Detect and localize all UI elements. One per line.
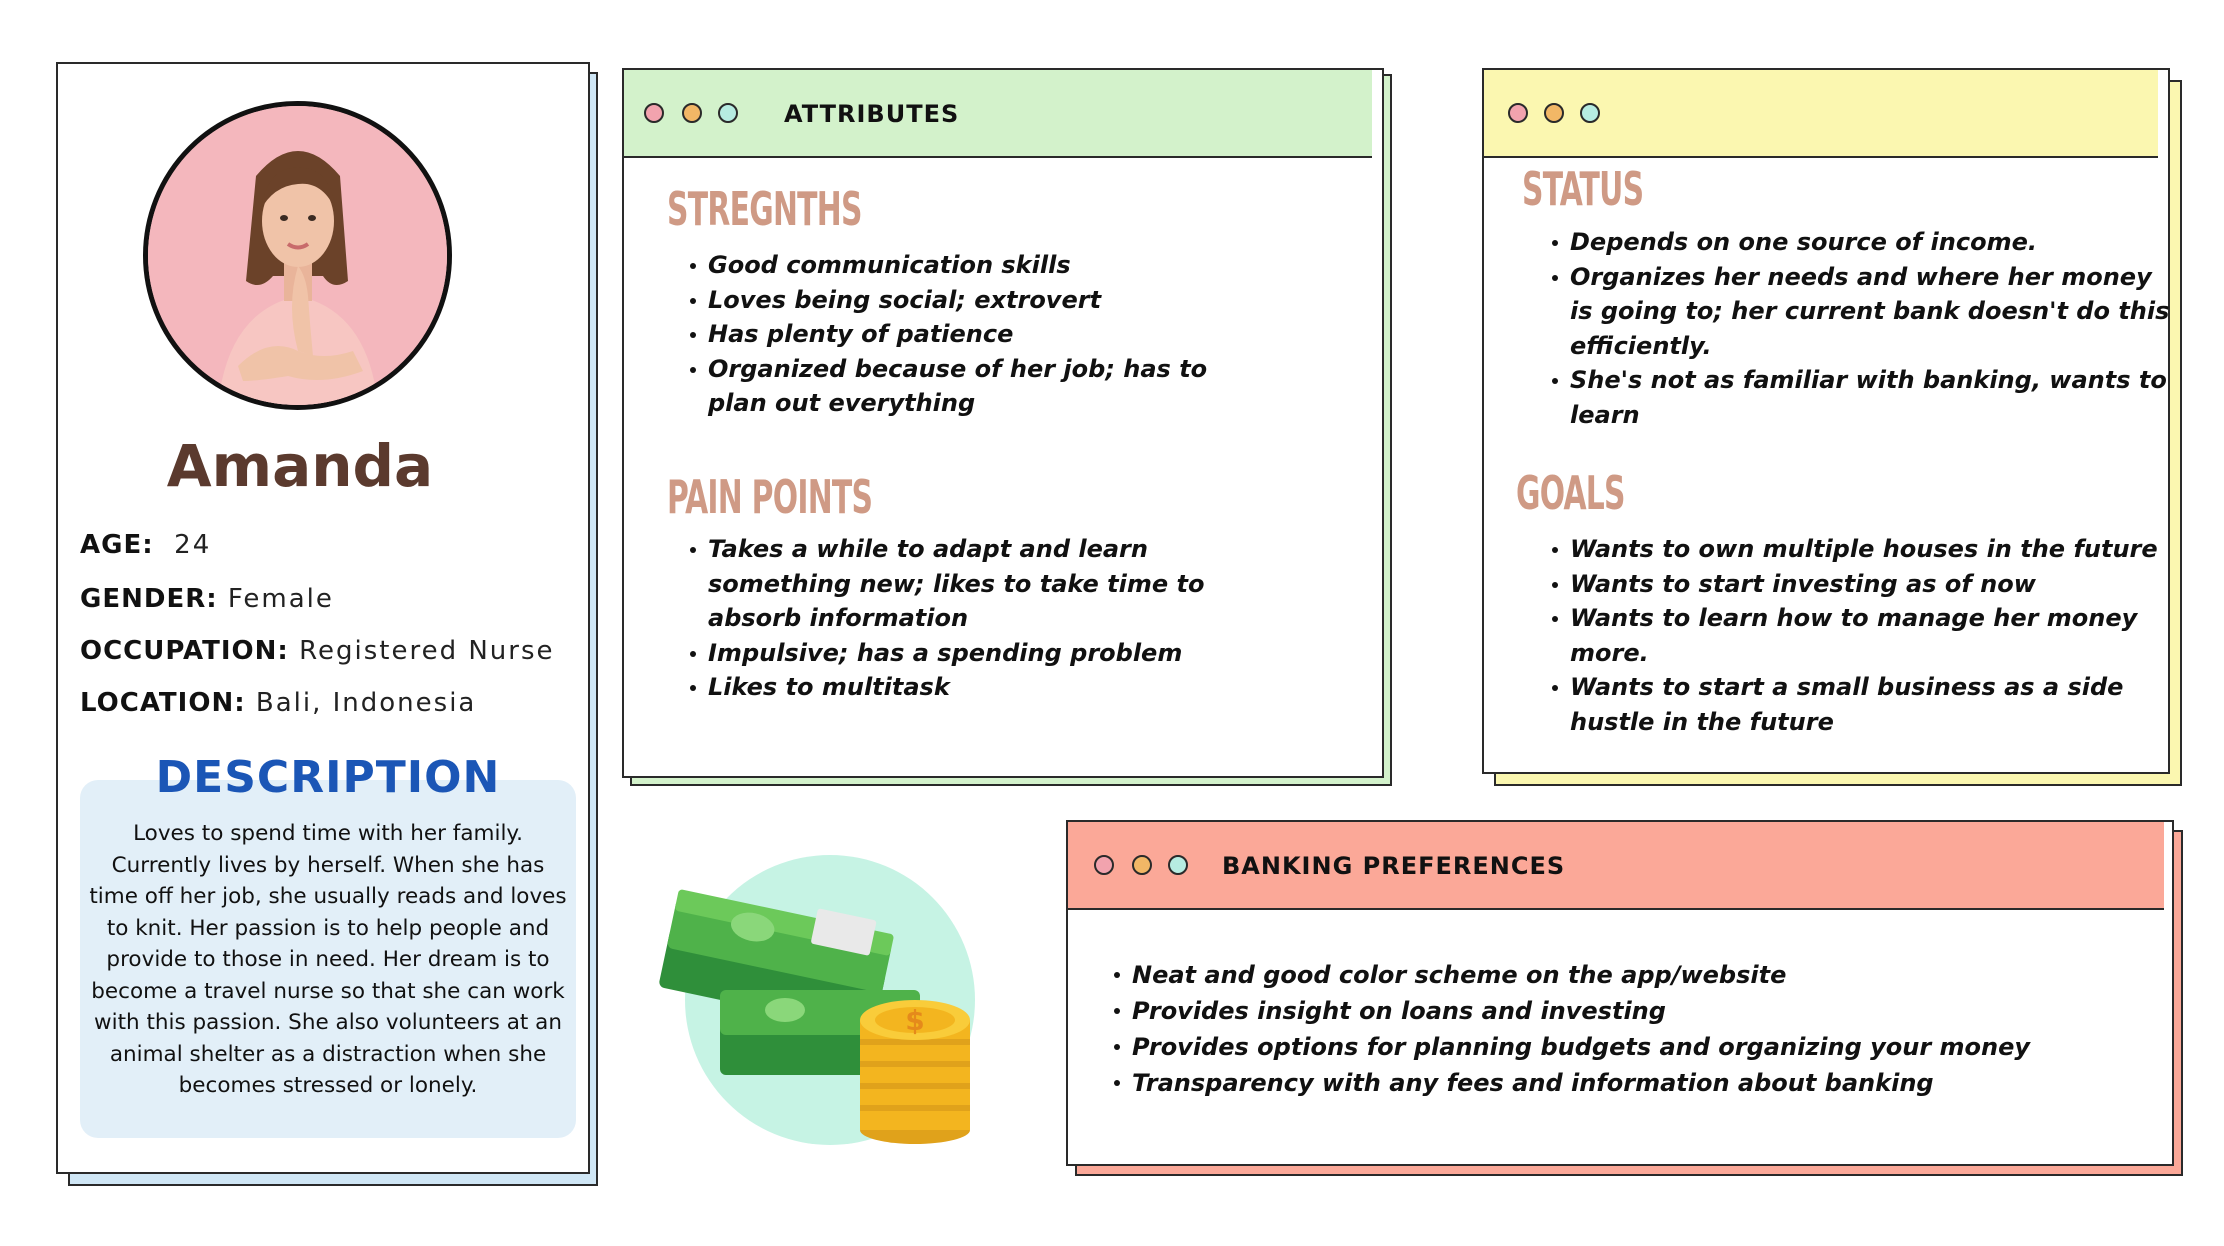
gender-value: Female	[227, 584, 334, 614]
svg-text:$: $	[905, 1004, 925, 1037]
pain-points-heading: PAIN POINTS	[667, 470, 873, 524]
list-item: Wants to start a small business as a side hustle in the future	[1570, 670, 2170, 739]
status-list	[1546, 225, 2170, 432]
dot-orange-icon	[1132, 855, 1152, 875]
list-item: Impulsive; has a spending problem	[708, 636, 1228, 671]
location-field	[80, 688, 476, 718]
dot-pink-icon	[644, 103, 664, 123]
list-item: Wants to own multiple houses in the future	[1570, 532, 2170, 567]
list-item: Organizes her needs and where her money is going to; her current bank doesn't do this efficiently.	[1570, 260, 2170, 364]
money-stack-and-coins-icon	[650, 850, 990, 1150]
status-titlebar	[1484, 70, 2158, 158]
status-heading: STATUS	[1522, 162, 1644, 216]
list-item: Provides insight on loans and investing	[1132, 993, 2152, 1029]
banking-list	[1108, 957, 2152, 1101]
banking-title: BANKING PREFERENCES	[1222, 852, 1566, 880]
dot-orange-icon	[1544, 103, 1564, 123]
woman-portrait-avatar	[143, 101, 452, 410]
list-item: Wants to start investing as of now	[1570, 567, 2170, 602]
avatar-illustration	[148, 106, 447, 405]
gender-field	[80, 584, 334, 614]
strengths-list	[684, 248, 1228, 421]
goals-heading: GOALS	[1516, 466, 1625, 520]
list-item: Takes a while to adapt and learn something new; likes to take time to absorb information	[708, 532, 1228, 636]
age-field	[80, 530, 211, 560]
attributes-title: ATTRIBUTES	[784, 100, 960, 128]
pain-points-list	[684, 532, 1228, 705]
attributes-titlebar	[624, 70, 1372, 158]
list-item: Depends on one source of income.	[1570, 225, 2170, 260]
dot-pink-icon	[1094, 855, 1114, 875]
list-item: Has plenty of patience	[708, 317, 1228, 352]
list-item: Wants to learn how to manage her money more.	[1570, 601, 2170, 670]
dot-teal-icon	[1580, 103, 1600, 123]
list-item: Neat and good color scheme on the app/website	[1132, 957, 2152, 993]
banking-titlebar	[1068, 822, 2164, 910]
goals-list	[1546, 532, 2170, 739]
description-title: DESCRIPTION	[155, 752, 501, 803]
gender-label: GENDER:	[80, 584, 218, 614]
description-text: Loves to spend time with her family. Currently lives by herself. When she has time off her job, she usually reads and loves to knit. Her passion is to help people and provide to those in need. Her dream is to become a travel nurse so that she can work with this passion. She also volunteers at an animal shelter as a distraction when she becomes stressed or lonely.	[89, 821, 567, 1098]
location-label: LOCATION:	[80, 688, 246, 718]
list-item: She's not as familiar with banking, wants to learn	[1570, 363, 2170, 432]
list-item: Transparency with any fees and information about banking	[1132, 1065, 2152, 1101]
dot-teal-icon	[718, 103, 738, 123]
occupation-label: OCCUPATION:	[80, 636, 289, 666]
dot-orange-icon	[682, 103, 702, 123]
dot-teal-icon	[1168, 855, 1188, 875]
dot-pink-icon	[1508, 103, 1528, 123]
strengths-heading: STREGNTHS	[667, 182, 862, 236]
list-item: Likes to multitask	[708, 670, 1228, 705]
occupation-field	[80, 636, 555, 666]
list-item: Loves being social; extrovert	[708, 283, 1228, 318]
age-value: 24	[174, 530, 212, 560]
occupation-value: Registered Nurse	[299, 636, 555, 666]
age-label: AGE:	[80, 530, 154, 560]
location-value: Bali, Indonesia	[255, 688, 477, 718]
list-item: Good communication skills	[708, 248, 1228, 283]
list-item: Provides options for planning budgets and organizing your money	[1132, 1029, 2152, 1065]
persona-name: Amanda	[166, 432, 434, 500]
list-item: Organized because of her job; has to plan out everything	[708, 352, 1228, 421]
